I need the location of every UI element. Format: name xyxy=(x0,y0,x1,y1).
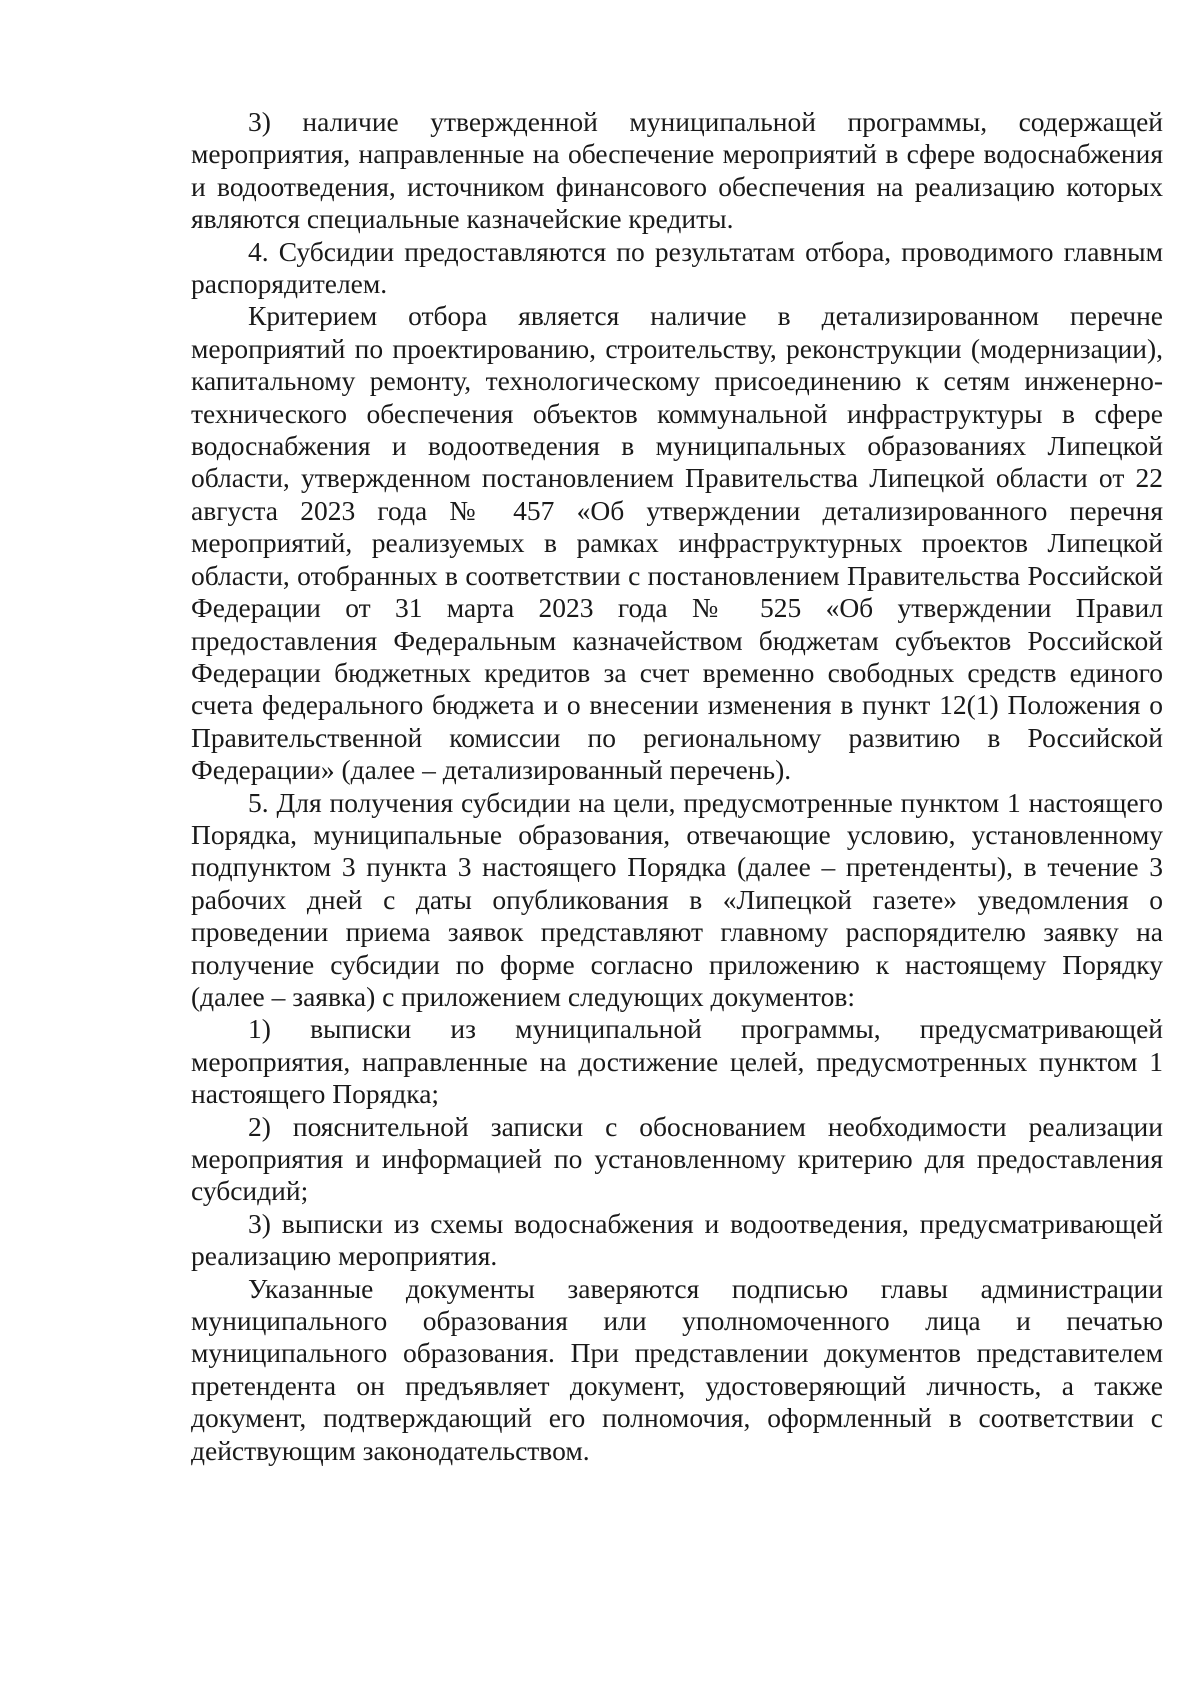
paragraph-certification: Указанные документы заверяются подписью главы администрации муниципального образования или уполномоченного лица и печатью муниципального образования. При представлении документов представителем претендента он предъявляет документ, удостоверяющий личность, а также документ, подтверждающий его полномочия, оформленный в соответствии с действующим законодательством. xyxy=(191,1272,1163,1466)
paragraph-doc-item-2: 2) пояснительной записки с обоснованием необходимости реализации мероприятия и информацией по установленному критерию для предоставления субсидий; xyxy=(191,1110,1163,1207)
paragraph-point-5-application: 5. Для получения субсидии на цели, предусмотренные пунктом 1 настоящего Порядка, муниципальные образования, отвечающие условию, установленному подпунктом 3 пункта 3 настоящего Порядка (далее – претенденты), в течение 3 рабочих дней с даты опубликования в «Липецкой газете» уведомления о проведении приема заявок представляют главному распорядителю заявку на получение субсидии по форме согласно приложению к настоящему Порядку (далее – заявка) с приложением следующих документов: xyxy=(191,786,1163,1012)
paragraph-point-4-subsidies: 4. Субсидии предоставляются по результатам отбора, проводимого главным распорядителем. xyxy=(191,235,1163,300)
paragraph-selection-criterion: Критерием отбора является наличие в детализированном перечне мероприятий по проектированию, строительству, реконструкции (модернизации), капитальному ремонту, технологическому присоединению к сетям инженерно-технического обеспечения объектов коммунальной инфраструктуры в сфере водоснабжения и водоотведения в муниципальных образованиях Липецкой области, утвержденном постановлением Правительства Липецкой области от 22 августа 2023 года № 457 «Об утверждении детализированного перечня мероприятий, реализуемых в рамках инфраструктурных проектов Липецкой области, отобранных в соответствии с постановлением Правительства Российской Федерации от 31 марта 2023 года № 525 «Об утверждении Правил предоставления Федеральным казначейством бюджетам субъектов Российской Федерации бюджетных кредитов за счет временно свободных средств единого счета федерального бюджета и о внесении изменения в пункт 12(1) Положения о Правительственной комиссии по региональному развитию в Российской Федерации» (далее – детализированный перечень). xyxy=(191,300,1163,786)
paragraph-doc-item-3: 3) выписки из схемы водоснабжения и водоотведения, предусматривающей реализацию мероприятия. xyxy=(191,1207,1163,1272)
paragraph-item-3-program: 3) наличие утвержденной муниципальной программы, содержащей мероприятия, направленные на обеспечение мероприятий в сфере водоснабжения и водоотведения, источником финансового обеспечения на реализацию которых являются специальные казначейские кредиты. xyxy=(191,106,1163,235)
paragraph-doc-item-1: 1) выписки из муниципальной программы, предусматривающей мероприятия, направленные на достижение целей, предусмотренных пунктом 1 настоящего Порядка; xyxy=(191,1013,1163,1110)
document-page xyxy=(191,106,1163,1467)
